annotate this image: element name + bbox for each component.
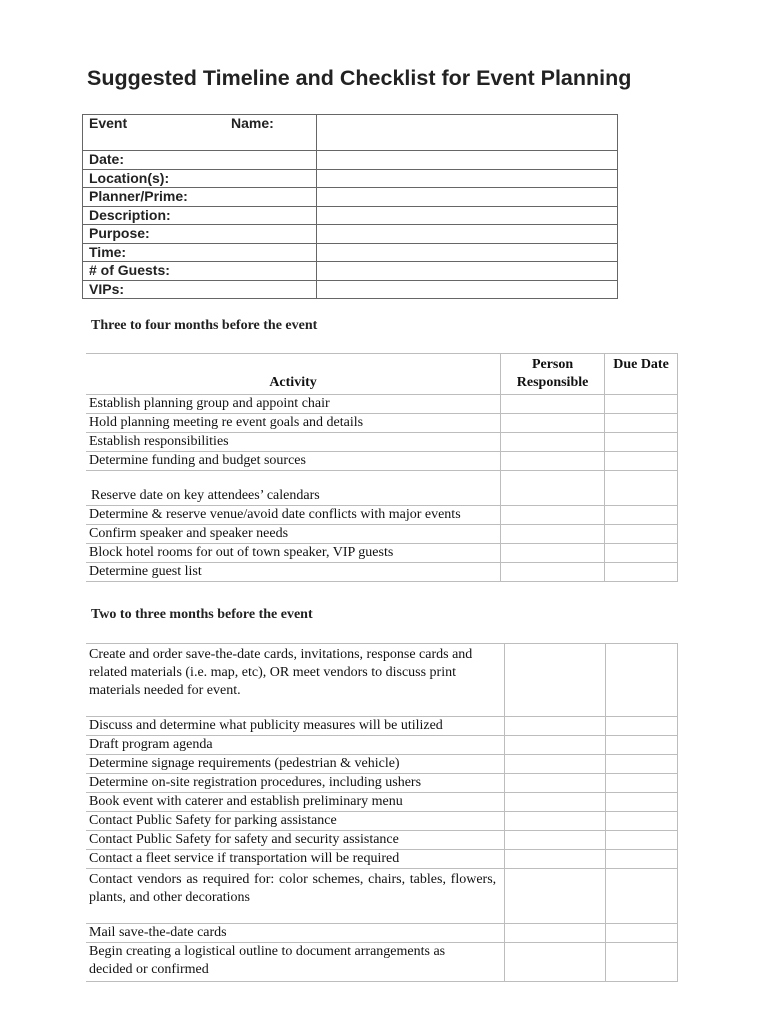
activity-cell: Discuss and determine what publicity measures will be utilized [86, 717, 505, 736]
person-cell[interactable] [501, 506, 605, 525]
info-value-event-name[interactable] [317, 115, 618, 151]
activity-cell: Book event with caterer and establish preliminary menu [86, 793, 505, 812]
due-date-cell[interactable] [605, 452, 678, 471]
activity-cell: Determine guest list [86, 563, 501, 582]
person-cell[interactable] [505, 644, 606, 717]
table-row [86, 563, 678, 582]
table-row [86, 736, 678, 755]
table-row [86, 544, 678, 563]
person-cell[interactable] [505, 869, 606, 924]
activity-cell: Establish planning group and appoint chair [86, 395, 501, 414]
table-row [86, 525, 678, 544]
info-value-time[interactable] [317, 243, 618, 262]
due-date-cell[interactable] [605, 433, 678, 452]
person-cell[interactable] [505, 831, 606, 850]
info-value-purpose[interactable] [317, 225, 618, 244]
due-date-cell[interactable] [605, 471, 678, 506]
activity-cell: Contact vendors as required for: color schemes, chairs, tables, flowers, plants, and other decorations [86, 869, 505, 924]
info-label-locations: Location(s): [83, 169, 317, 188]
due-date-cell[interactable] [605, 544, 678, 563]
due-date-cell[interactable] [605, 414, 678, 433]
info-value-planner[interactable] [317, 188, 618, 207]
person-cell[interactable] [501, 563, 605, 582]
checklist-table-two-three-months [86, 643, 678, 982]
due-date-cell[interactable] [606, 943, 678, 982]
activity-cell: Mail save-the-date cards [86, 924, 505, 943]
due-date-cell[interactable] [606, 717, 678, 736]
due-date-cell[interactable] [606, 774, 678, 793]
activity-cell: Contact a fleet service if transportation will be required [86, 850, 505, 869]
info-row [83, 262, 618, 281]
due-date-cell[interactable] [606, 850, 678, 869]
header-due-date: Due Date [605, 354, 678, 395]
person-cell[interactable] [505, 793, 606, 812]
table-row [86, 414, 678, 433]
due-date-cell[interactable] [606, 812, 678, 831]
due-date-cell[interactable] [605, 506, 678, 525]
table-row [86, 774, 678, 793]
activity-cell: Create and order save-the-date cards, invitations, response cards and related materials (i.e. map, etc), OR meet vendors to discuss print materials needed for event. [86, 644, 505, 717]
page-title: Suggested Timeline and Checklist for Event Planning [87, 66, 632, 90]
due-date-cell[interactable] [606, 924, 678, 943]
table-row [86, 452, 678, 471]
table-row [86, 471, 678, 506]
section-heading-three-four-months: Three to four months before the event [91, 318, 318, 333]
person-cell[interactable] [501, 433, 605, 452]
activity-cell: Determine funding and budget sources [86, 452, 501, 471]
table-row [86, 506, 678, 525]
table-row [86, 793, 678, 812]
info-row [83, 115, 618, 151]
person-cell[interactable] [501, 544, 605, 563]
table-row [86, 831, 678, 850]
person-cell[interactable] [505, 850, 606, 869]
activity-cell: Hold planning meeting re event goals and details [86, 414, 501, 433]
table-row [86, 755, 678, 774]
due-date-cell[interactable] [605, 525, 678, 544]
person-cell[interactable] [501, 395, 605, 414]
due-date-cell[interactable] [606, 793, 678, 812]
person-cell[interactable] [501, 452, 605, 471]
info-label-planner: Planner/Prime: [83, 188, 317, 207]
due-date-cell[interactable] [606, 869, 678, 924]
info-row [83, 280, 618, 299]
activity-cell: Reserve date on key attendees’ calendars [86, 471, 501, 506]
info-row [83, 206, 618, 225]
table-row [86, 869, 678, 924]
checklist-table-three-four-months [86, 353, 678, 582]
person-cell[interactable] [505, 812, 606, 831]
info-value-description[interactable] [317, 206, 618, 225]
activity-cell: Begin creating a logistical outline to document arrangements as decided or confirmed [86, 943, 505, 982]
table-row [86, 924, 678, 943]
person-cell[interactable] [501, 471, 605, 506]
info-row [83, 243, 618, 262]
person-cell[interactable] [505, 755, 606, 774]
table-row [86, 644, 678, 717]
info-row [83, 188, 618, 207]
table-row [86, 717, 678, 736]
header-activity: Activity [86, 354, 501, 395]
person-cell[interactable] [505, 736, 606, 755]
table-row [86, 433, 678, 452]
person-cell[interactable] [505, 774, 606, 793]
info-label-purpose: Purpose: [83, 225, 317, 244]
activity-cell: Determine on-site registration procedures, including ushers [86, 774, 505, 793]
info-row [83, 225, 618, 244]
info-row [83, 151, 618, 170]
table-row [86, 943, 678, 982]
info-label-date: Date: [83, 151, 317, 170]
info-label-description: Description: [83, 206, 317, 225]
info-label-guests: # of Guests: [83, 262, 317, 281]
person-cell[interactable] [505, 943, 606, 982]
activity-cell: Determine signage requirements (pedestrian & vehicle) [86, 755, 505, 774]
table-row [86, 850, 678, 869]
info-row [83, 169, 618, 188]
info-label-vips: VIPs: [83, 280, 317, 299]
info-value-guests[interactable] [317, 262, 618, 281]
info-label-event-name: Event Name: [83, 115, 317, 151]
due-date-cell[interactable] [605, 395, 678, 414]
activity-cell: Establish responsibilities [86, 433, 501, 452]
header-person-responsible: Person Responsible [501, 354, 605, 395]
activity-cell: Contact Public Safety for parking assistance [86, 812, 505, 831]
due-date-cell[interactable] [606, 736, 678, 755]
person-cell[interactable] [505, 717, 606, 736]
section-heading-two-three-months: Two to three months before the event [91, 607, 313, 622]
due-date-cell[interactable] [606, 831, 678, 850]
person-cell[interactable] [505, 924, 606, 943]
event-info-table [82, 114, 618, 299]
table-row [86, 812, 678, 831]
person-cell[interactable] [501, 414, 605, 433]
info-label-time: Time: [83, 243, 317, 262]
table-header-row [86, 354, 678, 395]
activity-cell: Determine & reserve venue/avoid date conflicts with major events [86, 506, 501, 525]
due-date-cell[interactable] [606, 644, 678, 717]
due-date-cell[interactable] [605, 563, 678, 582]
activity-cell: Draft program agenda [86, 736, 505, 755]
person-cell[interactable] [501, 525, 605, 544]
info-value-date[interactable] [317, 151, 618, 170]
activity-cell: Contact Public Safety for safety and security assistance [86, 831, 505, 850]
info-value-vips[interactable] [317, 280, 618, 299]
activity-cell: Block hotel rooms for out of town speaker, VIP guests [86, 544, 501, 563]
activity-cell: Confirm speaker and speaker needs [86, 525, 501, 544]
due-date-cell[interactable] [606, 755, 678, 774]
table-row [86, 395, 678, 414]
info-value-locations[interactable] [317, 169, 618, 188]
